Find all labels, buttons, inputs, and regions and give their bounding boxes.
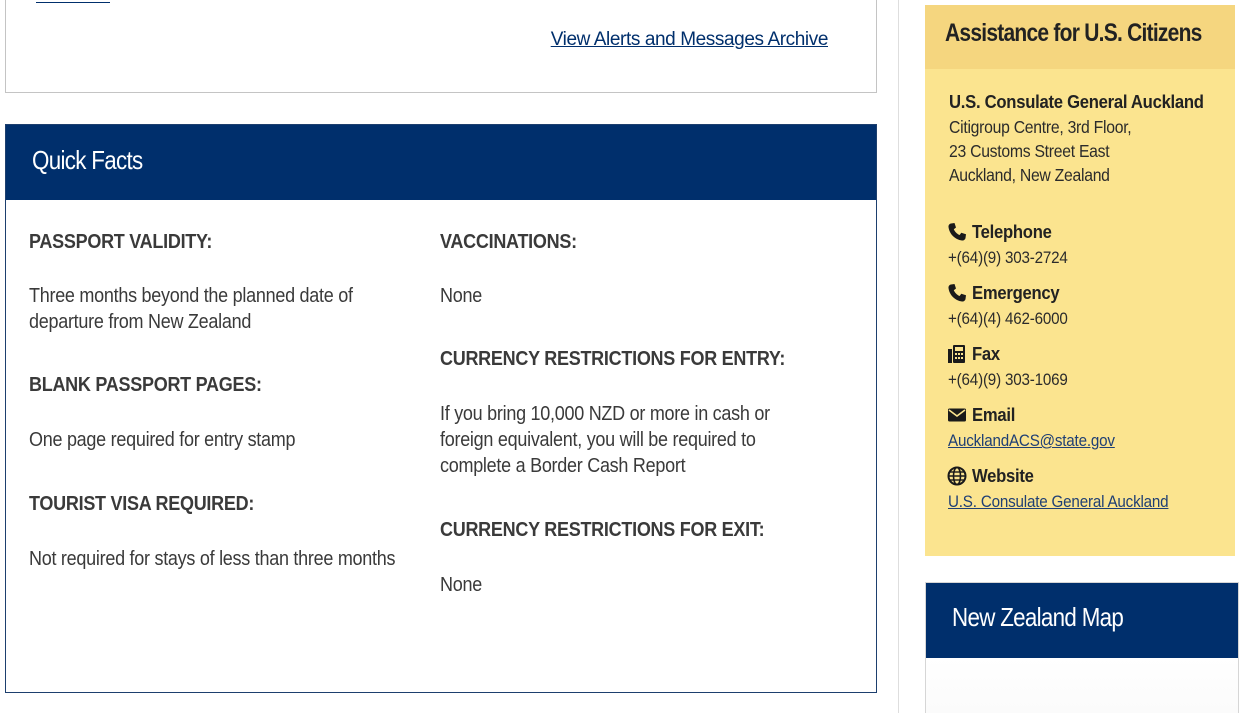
currency-exit-label: CURRENCY RESTRICTIONS FOR EXIT: xyxy=(440,519,765,541)
alerts-archive-link[interactable]: View Alerts and Messages Archive xyxy=(550,29,828,50)
emergency-value: +(64)(4) 462-6000 xyxy=(948,310,1068,328)
email-link-text[interactable]: AucklandACS@state.gov xyxy=(948,432,1115,450)
email-label: Email xyxy=(947,404,1020,426)
quick-facts-title: Quick Facts xyxy=(32,145,143,175)
map-box xyxy=(925,582,1239,713)
assistance-title: Assistance for U.S. Citizens xyxy=(945,19,1202,47)
quick-facts-header xyxy=(6,125,876,200)
alerts-top-link-underline[interactable] xyxy=(36,0,110,3)
fax-value: +(64)(9) 303-1069 xyxy=(948,371,1068,389)
blank-passport-pages-label: BLANK PASSPORT PAGES: xyxy=(29,374,262,396)
currency-exit-value: None xyxy=(440,574,482,596)
currency-entry-label: CURRENCY RESTRICTIONS FOR ENTRY: xyxy=(440,348,786,370)
column-divider xyxy=(898,0,899,713)
website-link-text[interactable]: U.S. Consulate General Auckland xyxy=(948,493,1169,511)
alerts-box xyxy=(5,0,877,93)
vaccinations-value: None xyxy=(440,285,482,307)
fax-label: Fax xyxy=(947,343,1003,365)
assistance-header xyxy=(925,5,1235,69)
blank-passport-pages-value: One page required for entry stamp xyxy=(29,429,296,451)
envelope-icon xyxy=(947,405,967,425)
assistance-box xyxy=(925,5,1235,556)
globe-icon xyxy=(947,466,967,486)
quick-facts-panel xyxy=(5,124,877,693)
vaccinations-label: VACCINATIONS: xyxy=(440,231,577,253)
address-line-1: Citigroup Centre, 3rd Floor, xyxy=(949,117,1132,137)
passport-validity-label: PASSPORT VALIDITY: xyxy=(29,231,213,253)
map-title: New Zealand Map xyxy=(952,602,1124,632)
map-header xyxy=(926,583,1238,658)
address-line-3: Auckland, New Zealand xyxy=(949,165,1110,185)
passport-validity-value: Three months beyond the planned date of departure from New Zealand xyxy=(29,285,353,333)
website-label: Website xyxy=(947,465,1041,487)
phone-icon xyxy=(947,222,967,242)
consulate-name: U.S. Consulate General Auckland xyxy=(949,91,1204,112)
address-line-2: 23 Customs Street East xyxy=(949,141,1110,161)
email-link[interactable] xyxy=(948,432,1115,451)
emergency-label: Emergency xyxy=(947,282,1069,304)
tourist-visa-value: Not required for stays of less than three months xyxy=(29,548,396,570)
map-area[interactable] xyxy=(926,658,1238,713)
fax-icon xyxy=(947,344,967,364)
telephone-label: Telephone xyxy=(947,221,1060,243)
telephone-value: +(64)(9) 303-2724 xyxy=(948,249,1068,267)
currency-entry-value: If you bring 10,000 NZD or more in cash or foreign equivalent, you will be required to complete a Border Cash Report xyxy=(440,403,770,477)
tourist-visa-label: TOURIST VISA REQUIRED: xyxy=(29,493,255,515)
website-link[interactable] xyxy=(948,493,1168,512)
phone-icon xyxy=(947,283,967,303)
